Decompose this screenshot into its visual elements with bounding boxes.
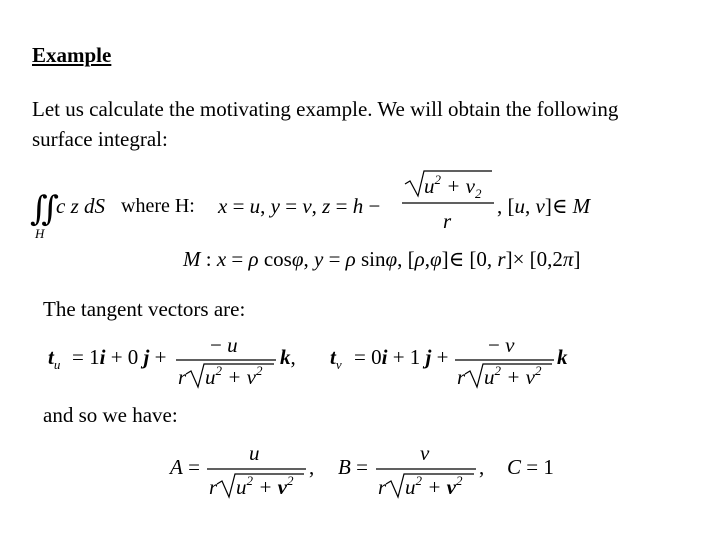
a-denominator-r: r: [209, 475, 218, 499]
tu-numerator: − u: [210, 333, 238, 357]
example-heading: Example: [32, 43, 112, 67]
sqrt-radicand: $u^2 + v_2$: [424, 172, 482, 201]
tv-denominator-r: r: [457, 365, 466, 389]
tv-sqrt-radicand: $u^2 + v^2$: [484, 363, 542, 389]
denominator-r: r: [443, 209, 452, 233]
parametrization-h: [217, 171, 592, 233]
tu-denominator-r: r: [178, 365, 187, 389]
polar-equations: M : x = ρ cosφ, y = ρ sinφ, [ρ,φ]∈ [0, r]× [0,2π]: [183, 247, 581, 271]
tu-components: = 1i + 0 j +: [72, 345, 167, 369]
coefficient-b: [338, 441, 484, 499]
coefficient-a: [168, 441, 314, 499]
integrand: c z dS: [56, 194, 105, 218]
tu-k: k,: [280, 345, 296, 369]
surface-integral: [30, 191, 105, 241]
a-comma: ,: [309, 455, 315, 479]
param-equations: x = u, y = v, z = h −: [218, 194, 381, 218]
tu-symbol: $t_u$: [48, 345, 61, 372]
a-numerator: u: [249, 441, 260, 465]
tv-symbol: $t_v$: [330, 345, 342, 372]
tangent-vector-tv: [330, 333, 568, 389]
tv-k: k: [557, 345, 568, 369]
tangent-vector-tu: [48, 333, 296, 389]
polar-domain-m: [182, 247, 580, 271]
b-denominator-r: r: [378, 475, 387, 499]
b-label: B =: [338, 455, 368, 479]
where-h-label: where H:: [121, 195, 195, 217]
intro-line-1: Let us calculate the motivating example. We will obtain the following: [32, 97, 619, 121]
tangent-vectors-label: The tangent vectors are:: [43, 297, 246, 321]
tu-sqrt-radicand: $u^2 + v^2$: [205, 363, 263, 389]
intro-line-2: surface integral:: [32, 127, 168, 151]
coefficient-c: [507, 455, 554, 479]
b-comma: ,: [479, 455, 485, 479]
tv-numerator: − v: [488, 333, 515, 357]
a-sqrt-radicand: $u^2 + v^2$: [236, 473, 294, 499]
double-integral-sign: ∬: [30, 191, 59, 228]
a-label: A =: [170, 455, 200, 479]
b-sqrt-radicand: $u^2 + v^2$: [405, 473, 463, 499]
integral-domain-h: H: [35, 226, 45, 241]
b-numerator: v: [420, 441, 430, 465]
c-equation: C = 1: [507, 455, 554, 479]
tv-components: = 0i + 1 j +: [354, 345, 449, 369]
and-so-label: and so we have:: [43, 403, 178, 427]
param-domain: , [u, v]∈ M: [497, 194, 591, 218]
